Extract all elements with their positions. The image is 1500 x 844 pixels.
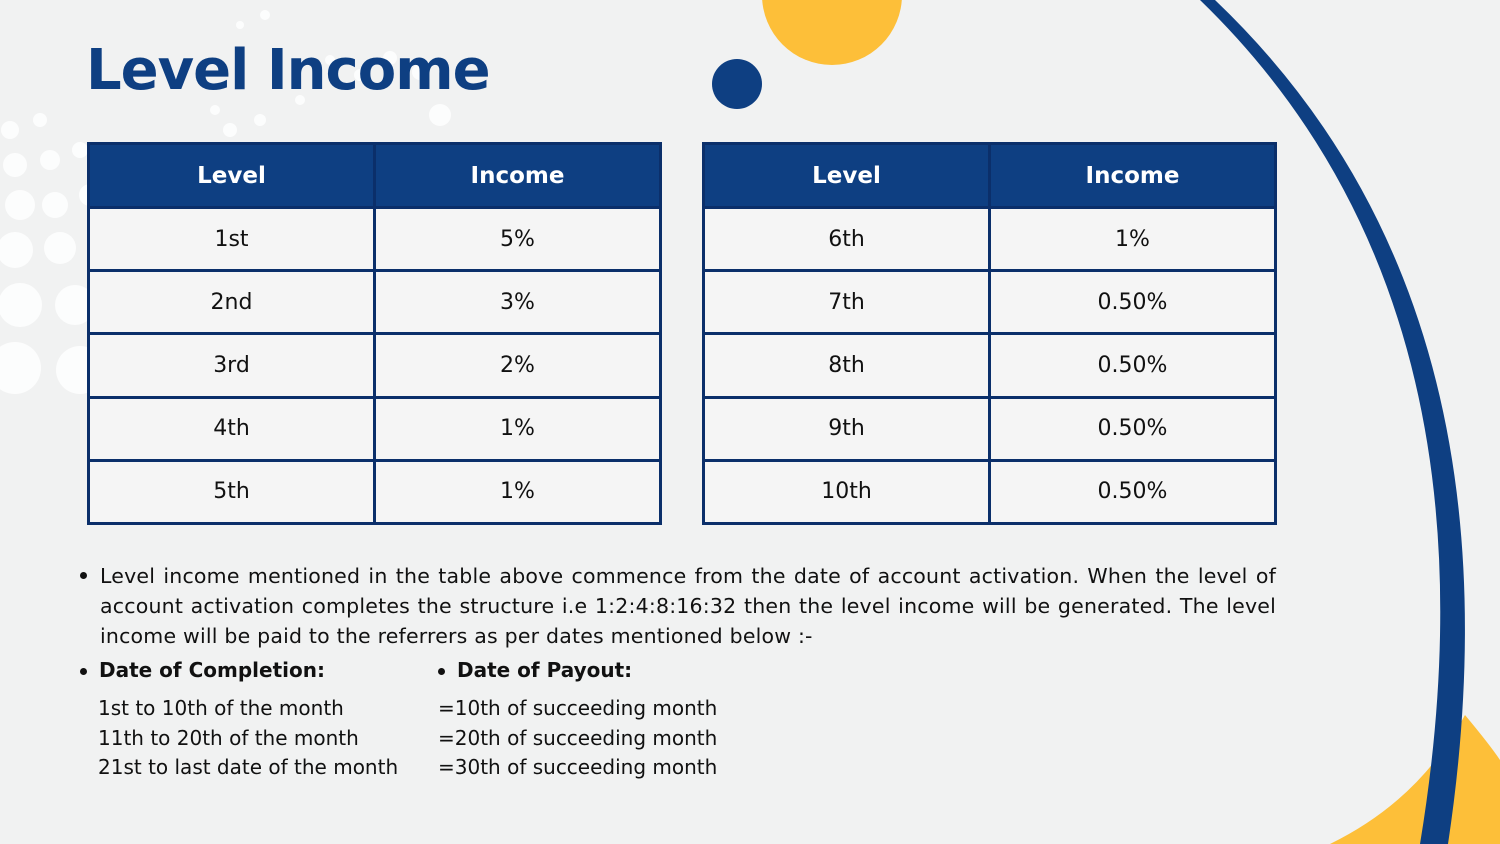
payout-item: =10th of succeeding month	[438, 696, 718, 720]
completion-heading: Date of Completion:	[99, 658, 325, 682]
income-cell: 3%	[375, 271, 661, 334]
bullet-dot-icon	[438, 668, 445, 675]
income-cell: 2%	[375, 334, 661, 397]
column-header-income: Income	[990, 144, 1276, 208]
payout-heading: Date of Payout:	[457, 658, 633, 682]
completion-list	[98, 694, 398, 783]
income-cell: 0.50%	[990, 460, 1276, 523]
column-header-income: Income	[375, 144, 661, 208]
yellow-crescent-decoration	[1330, 715, 1500, 844]
income-cell: 1%	[990, 208, 1276, 271]
level-income-table-1	[87, 142, 662, 525]
completion-item: 21st to last date of the month	[98, 755, 399, 779]
level-cell: 10th	[704, 460, 990, 523]
table-row	[89, 334, 661, 397]
note-paragraph	[100, 561, 1276, 651]
level-cell: 9th	[704, 397, 990, 460]
income-cell: 1%	[375, 460, 661, 523]
table-row	[704, 334, 1276, 397]
table-row	[89, 460, 661, 523]
payout-item: =20th of succeeding month	[438, 725, 718, 750]
yellow-circle-decoration	[762, 0, 902, 65]
level-cell: 8th	[704, 334, 990, 397]
level-cell: 2nd	[89, 271, 375, 334]
bullet-dot-icon	[80, 668, 87, 675]
table-header-row	[704, 144, 1276, 208]
navy-dot-decoration	[712, 59, 762, 109]
column-header-level: Level	[704, 144, 990, 208]
table-row	[704, 397, 1276, 460]
level-cell: 7th	[704, 271, 990, 334]
table-row	[89, 208, 661, 271]
income-cell: 0.50%	[990, 397, 1276, 460]
table-header-row	[89, 144, 661, 208]
table-row	[89, 397, 661, 460]
level-income-table-2	[702, 142, 1277, 525]
table-row	[89, 271, 661, 334]
bullet-dot-icon	[80, 572, 87, 579]
completion-item: 11th to 20th of the month	[98, 725, 359, 750]
income-cell: 0.50%	[990, 271, 1276, 334]
table-row	[704, 208, 1276, 271]
level-cell: 3rd	[89, 334, 375, 397]
table-row	[704, 271, 1276, 334]
level-cell: 5th	[89, 460, 375, 523]
table-row	[704, 460, 1276, 523]
completion-item: 1st to 10th of the month	[98, 696, 344, 720]
level-cell: 6th	[704, 208, 990, 271]
payout-item: =30th of succeeding month	[438, 755, 718, 779]
payout-list	[438, 694, 717, 783]
income-cell: 1%	[375, 397, 661, 460]
page-title: Level Income	[86, 38, 490, 103]
column-header-level: Level	[89, 144, 375, 208]
level-cell: 1st	[89, 208, 375, 271]
income-cell: 0.50%	[990, 334, 1276, 397]
level-cell: 4th	[89, 397, 375, 460]
income-cell: 5%	[375, 208, 661, 271]
note-text: Level income mentioned in the table above commence from the date of account activation. When the level of account activation completes the structure i.e 1:2:4:8:16:32 then the level income will be generated. The level income will be paid to the referrers as per dates mentioned below :-	[100, 564, 1276, 648]
